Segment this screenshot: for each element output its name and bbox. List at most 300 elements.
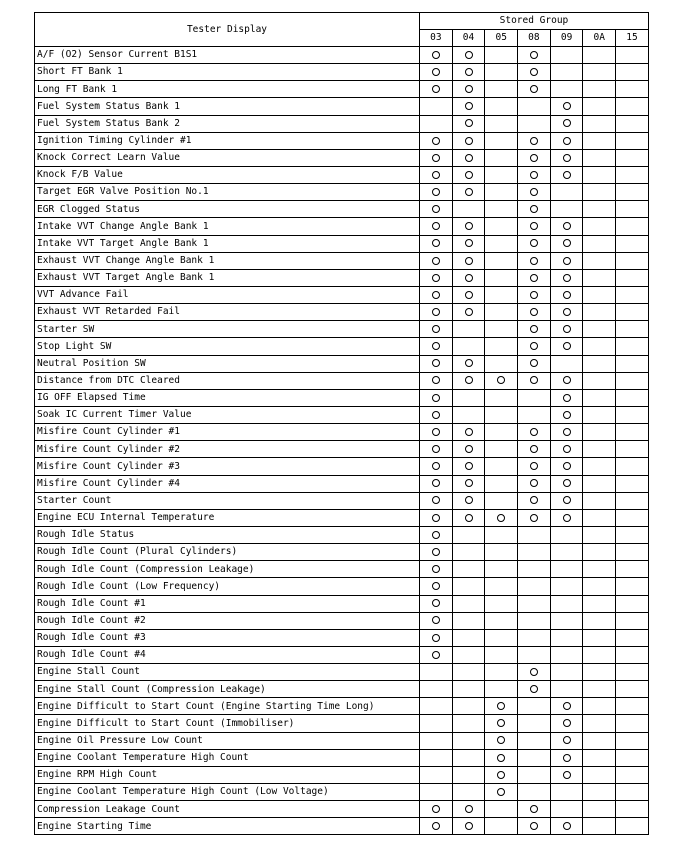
circle-icon <box>530 462 538 470</box>
mark-cell <box>518 612 551 629</box>
mark-cell <box>616 629 649 646</box>
mark-cell <box>583 526 616 543</box>
mark-cell <box>452 252 485 269</box>
circle-icon <box>530 188 538 196</box>
item-label: A/F (O2) Sensor Current B1S1 <box>35 47 420 64</box>
mark-cell <box>452 698 485 715</box>
mark-cell <box>616 132 649 149</box>
circle-icon <box>432 651 440 659</box>
mark-cell <box>485 561 518 578</box>
circle-icon <box>530 137 538 145</box>
item-label: Exhaust VVT Change Angle Bank 1 <box>35 252 420 269</box>
mark-cell <box>485 184 518 201</box>
mark-cell <box>550 509 583 526</box>
group-code-header: 15 <box>616 30 649 47</box>
circle-icon <box>432 222 440 230</box>
mark-cell <box>452 406 485 423</box>
mark-cell <box>420 355 453 372</box>
mark-cell <box>550 458 583 475</box>
mark-cell <box>420 184 453 201</box>
circle-icon <box>530 239 538 247</box>
mark-cell <box>452 458 485 475</box>
mark-cell <box>616 578 649 595</box>
circle-icon <box>432 205 440 213</box>
circle-icon <box>563 119 571 127</box>
item-label: Rough Idle Status <box>35 526 420 543</box>
mark-cell <box>485 235 518 252</box>
circle-icon <box>465 479 473 487</box>
mark-cell <box>420 561 453 578</box>
mark-cell <box>518 544 551 561</box>
mark-cell <box>420 218 453 235</box>
mark-cell <box>452 784 485 801</box>
mark-cell <box>550 115 583 132</box>
mark-cell <box>420 578 453 595</box>
mark-cell <box>518 646 551 663</box>
mark-cell <box>485 595 518 612</box>
mark-cell <box>518 355 551 372</box>
circle-icon <box>432 599 440 607</box>
circle-icon <box>530 68 538 76</box>
table-row <box>35 406 649 423</box>
circle-icon <box>432 428 440 436</box>
item-label: Rough Idle Count #1 <box>35 595 420 612</box>
mark-cell <box>616 338 649 355</box>
circle-icon <box>465 154 473 162</box>
mark-cell <box>518 132 551 149</box>
mark-cell <box>452 629 485 646</box>
mark-cell <box>583 458 616 475</box>
mark-cell <box>518 304 551 321</box>
mark-cell <box>420 338 453 355</box>
circle-icon <box>530 445 538 453</box>
mark-cell <box>485 64 518 81</box>
item-label: Rough Idle Count #3 <box>35 629 420 646</box>
mark-cell <box>616 715 649 732</box>
circle-icon <box>465 462 473 470</box>
circle-icon <box>563 102 571 110</box>
circle-icon <box>530 822 538 830</box>
mark-cell <box>518 98 551 115</box>
circle-icon <box>432 514 440 522</box>
mark-cell <box>420 646 453 663</box>
circle-icon <box>432 411 440 419</box>
mark-cell <box>550 664 583 681</box>
mark-cell <box>616 372 649 389</box>
mark-cell <box>485 526 518 543</box>
mark-cell <box>518 81 551 98</box>
mark-cell <box>452 526 485 543</box>
mark-cell <box>550 235 583 252</box>
mark-cell <box>616 784 649 801</box>
mark-cell <box>452 424 485 441</box>
table-row <box>35 269 649 286</box>
mark-cell <box>485 492 518 509</box>
mark-cell <box>420 732 453 749</box>
mark-cell <box>583 544 616 561</box>
mark-cell <box>583 595 616 612</box>
mark-cell <box>583 766 616 783</box>
mark-cell <box>550 406 583 423</box>
circle-icon <box>530 274 538 282</box>
mark-cell <box>616 166 649 183</box>
mark-cell <box>550 784 583 801</box>
mark-cell <box>616 612 649 629</box>
mark-cell <box>485 115 518 132</box>
table-row <box>35 595 649 612</box>
table-row <box>35 321 649 338</box>
item-label: Rough Idle Count (Plural Cylinders) <box>35 544 420 561</box>
mark-cell <box>550 132 583 149</box>
mark-cell <box>485 321 518 338</box>
circle-icon <box>530 428 538 436</box>
mark-cell <box>518 64 551 81</box>
mark-cell <box>420 681 453 698</box>
mark-cell <box>616 424 649 441</box>
circle-icon <box>497 771 505 779</box>
mark-cell <box>616 766 649 783</box>
mark-cell <box>550 218 583 235</box>
header-row <box>35 13 649 30</box>
circle-icon <box>432 565 440 573</box>
mark-cell <box>485 132 518 149</box>
mark-cell <box>550 681 583 698</box>
circle-icon <box>497 376 505 384</box>
circle-icon <box>530 85 538 93</box>
table-row <box>35 766 649 783</box>
mark-cell <box>518 595 551 612</box>
mark-cell <box>616 389 649 406</box>
mark-cell <box>420 509 453 526</box>
item-label: Engine RPM High Count <box>35 766 420 783</box>
mark-cell <box>420 286 453 303</box>
table-row <box>35 441 649 458</box>
item-label: Knock F/B Value <box>35 166 420 183</box>
mark-cell <box>452 98 485 115</box>
mark-cell <box>452 801 485 818</box>
mark-cell <box>518 578 551 595</box>
circle-icon <box>432 634 440 642</box>
mark-cell <box>583 166 616 183</box>
mark-cell <box>485 475 518 492</box>
circle-icon <box>432 239 440 247</box>
mark-cell <box>420 715 453 732</box>
mark-cell <box>420 166 453 183</box>
circle-icon <box>530 154 538 162</box>
mark-cell <box>420 818 453 835</box>
mark-cell <box>583 218 616 235</box>
mark-cell <box>583 132 616 149</box>
circle-icon <box>432 137 440 145</box>
circle-icon <box>432 376 440 384</box>
mark-cell <box>583 201 616 218</box>
mark-cell <box>452 612 485 629</box>
circle-icon <box>432 85 440 93</box>
table-row <box>35 784 649 801</box>
mark-cell <box>550 698 583 715</box>
table-row <box>35 149 649 166</box>
mark-cell <box>452 81 485 98</box>
table-row <box>35 475 649 492</box>
mark-cell <box>616 595 649 612</box>
circle-icon <box>465 514 473 522</box>
mark-cell <box>452 766 485 783</box>
table-row <box>35 372 649 389</box>
circle-icon <box>432 394 440 402</box>
mark-cell <box>616 269 649 286</box>
item-label: Ignition Timing Cylinder #1 <box>35 132 420 149</box>
table-row <box>35 304 649 321</box>
mark-cell <box>583 715 616 732</box>
mark-cell <box>485 355 518 372</box>
mark-cell <box>583 492 616 509</box>
mark-cell <box>420 801 453 818</box>
mark-cell <box>616 492 649 509</box>
table-row <box>35 749 649 766</box>
circle-icon <box>465 822 473 830</box>
mark-cell <box>518 458 551 475</box>
mark-cell <box>420 629 453 646</box>
item-label: Stop Light SW <box>35 338 420 355</box>
mark-cell <box>485 372 518 389</box>
mark-cell <box>452 561 485 578</box>
mark-cell <box>583 269 616 286</box>
mark-cell <box>583 252 616 269</box>
circle-icon <box>530 805 538 813</box>
item-label: Neutral Position SW <box>35 355 420 372</box>
mark-cell <box>420 64 453 81</box>
mark-cell <box>420 612 453 629</box>
mark-cell <box>616 544 649 561</box>
mark-cell <box>616 184 649 201</box>
mark-cell <box>485 166 518 183</box>
circle-icon <box>563 376 571 384</box>
circle-icon <box>432 274 440 282</box>
table-row <box>35 235 649 252</box>
mark-cell <box>420 544 453 561</box>
circle-icon <box>497 788 505 796</box>
mark-cell <box>485 646 518 663</box>
table-row <box>35 646 649 663</box>
mark-cell <box>485 766 518 783</box>
circle-icon <box>530 257 538 265</box>
item-label: Short FT Bank 1 <box>35 64 420 81</box>
mark-cell <box>485 441 518 458</box>
table-row <box>35 286 649 303</box>
circle-icon <box>432 445 440 453</box>
circle-icon <box>563 171 571 179</box>
item-label: VVT Advance Fail <box>35 286 420 303</box>
mark-cell <box>420 749 453 766</box>
item-label: Intake VVT Target Angle Bank 1 <box>35 235 420 252</box>
circle-icon <box>432 68 440 76</box>
circle-icon <box>530 376 538 384</box>
circle-icon <box>563 754 571 762</box>
mark-cell <box>485 749 518 766</box>
mark-cell <box>420 269 453 286</box>
mark-cell <box>452 475 485 492</box>
mark-cell <box>420 98 453 115</box>
mark-cell <box>485 698 518 715</box>
mark-cell <box>485 389 518 406</box>
circle-icon <box>432 342 440 350</box>
mark-cell <box>616 252 649 269</box>
mark-cell <box>550 304 583 321</box>
table-row <box>35 818 649 835</box>
mark-cell <box>452 235 485 252</box>
mark-cell <box>583 115 616 132</box>
circle-icon <box>432 171 440 179</box>
item-label: Engine Oil Pressure Low Count <box>35 732 420 749</box>
mark-cell <box>420 424 453 441</box>
mark-cell <box>550 612 583 629</box>
mark-cell <box>583 184 616 201</box>
mark-cell <box>420 47 453 64</box>
group-code-header: 03 <box>420 30 453 47</box>
mark-cell <box>518 321 551 338</box>
mark-cell <box>518 286 551 303</box>
circle-icon <box>563 222 571 230</box>
mark-cell <box>518 338 551 355</box>
mark-cell <box>550 338 583 355</box>
group-code-header: 08 <box>518 30 551 47</box>
mark-cell <box>616 304 649 321</box>
mark-cell <box>485 681 518 698</box>
mark-cell <box>550 81 583 98</box>
table-row <box>35 355 649 372</box>
circle-icon <box>563 291 571 299</box>
mark-cell <box>485 544 518 561</box>
mark-cell <box>485 424 518 441</box>
mark-cell <box>420 149 453 166</box>
mark-cell <box>420 698 453 715</box>
circle-icon <box>465 102 473 110</box>
table-row <box>35 338 649 355</box>
mark-cell <box>420 81 453 98</box>
circle-icon <box>465 119 473 127</box>
mark-cell <box>420 201 453 218</box>
table-row <box>35 681 649 698</box>
mark-cell <box>616 64 649 81</box>
tester-display-header: Tester Display <box>35 13 420 47</box>
mark-cell <box>616 441 649 458</box>
circle-icon <box>465 274 473 282</box>
table-row <box>35 47 649 64</box>
mark-cell <box>518 561 551 578</box>
circle-icon <box>530 51 538 59</box>
circle-icon <box>465 239 473 247</box>
table-row <box>35 218 649 235</box>
mark-cell <box>583 441 616 458</box>
mark-cell <box>583 338 616 355</box>
item-label: Long FT Bank 1 <box>35 81 420 98</box>
item-label: Misfire Count Cylinder #1 <box>35 424 420 441</box>
mark-cell <box>485 612 518 629</box>
circle-icon <box>432 462 440 470</box>
mark-cell <box>583 424 616 441</box>
circle-icon <box>432 531 440 539</box>
item-label: Misfire Count Cylinder #4 <box>35 475 420 492</box>
circle-icon <box>563 325 571 333</box>
mark-cell <box>550 64 583 81</box>
mark-cell <box>550 561 583 578</box>
mark-cell <box>616 149 649 166</box>
circle-icon <box>530 291 538 299</box>
mark-cell <box>452 492 485 509</box>
circle-icon <box>563 411 571 419</box>
mark-cell <box>485 664 518 681</box>
mark-cell <box>485 149 518 166</box>
stored-group-table <box>34 12 649 835</box>
mark-cell <box>452 389 485 406</box>
mark-cell <box>583 561 616 578</box>
mark-cell <box>452 64 485 81</box>
item-label: IG OFF Elapsed Time <box>35 389 420 406</box>
mark-cell <box>550 732 583 749</box>
mark-cell <box>616 47 649 64</box>
mark-cell <box>452 509 485 526</box>
mark-cell <box>616 115 649 132</box>
mark-cell <box>583 81 616 98</box>
circle-icon <box>465 68 473 76</box>
mark-cell <box>518 818 551 835</box>
mark-cell <box>485 304 518 321</box>
mark-cell <box>616 818 649 835</box>
mark-cell <box>518 441 551 458</box>
circle-icon <box>563 514 571 522</box>
mark-cell <box>420 252 453 269</box>
circle-icon <box>530 514 538 522</box>
circle-icon <box>530 685 538 693</box>
mark-cell <box>452 749 485 766</box>
mark-cell <box>583 47 616 64</box>
mark-cell <box>583 681 616 698</box>
circle-icon <box>432 582 440 590</box>
circle-icon <box>530 668 538 676</box>
circle-icon <box>432 822 440 830</box>
stored-group-header: Stored Group <box>420 13 649 30</box>
mark-cell <box>583 286 616 303</box>
mark-cell <box>518 475 551 492</box>
circle-icon <box>465 51 473 59</box>
mark-cell <box>583 475 616 492</box>
circle-icon <box>563 719 571 727</box>
mark-cell <box>518 681 551 698</box>
mark-cell <box>616 801 649 818</box>
mark-cell <box>485 629 518 646</box>
mark-cell <box>616 732 649 749</box>
item-label: Engine ECU Internal Temperature <box>35 509 420 526</box>
circle-icon <box>530 479 538 487</box>
circle-icon <box>563 394 571 402</box>
item-label: Rough Idle Count #2 <box>35 612 420 629</box>
mark-cell <box>518 269 551 286</box>
mark-cell <box>518 732 551 749</box>
item-label: Compression Leakage Count <box>35 801 420 818</box>
mark-cell <box>583 98 616 115</box>
table-row <box>35 166 649 183</box>
circle-icon <box>497 719 505 727</box>
circle-icon <box>432 479 440 487</box>
mark-cell <box>583 664 616 681</box>
mark-cell <box>518 698 551 715</box>
circle-icon <box>497 736 505 744</box>
mark-cell <box>420 492 453 509</box>
item-label: Distance from DTC Cleared <box>35 372 420 389</box>
circle-icon <box>497 754 505 762</box>
mark-cell <box>485 269 518 286</box>
circle-icon <box>563 462 571 470</box>
